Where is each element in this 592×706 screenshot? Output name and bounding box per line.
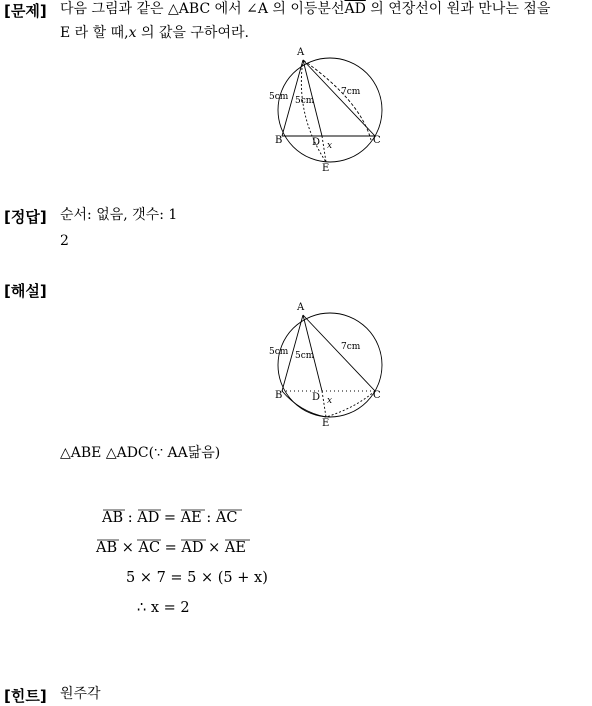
equation-3: 5 × 7 = 5 × (5 + x): [126, 570, 268, 586]
solution-label-c: C: [373, 390, 381, 401]
hint-tag: [힌트]: [4, 687, 47, 705]
problem-line-2: E 라 할 때,𝑥 의 값을 구하여라.: [60, 25, 249, 41]
problem-tag: [문제]: [4, 2, 47, 20]
label-ac-length: 7cm: [341, 87, 361, 97]
solution-label-a: A: [297, 302, 305, 313]
problem-text-post: 의 연장선이 원과 만나는 점을: [365, 1, 551, 17]
label-ad-length: 5cm: [295, 96, 315, 106]
solution-label-e: E: [322, 418, 330, 429]
equation-4: ∴ x = 2: [137, 600, 190, 616]
label-e: E: [322, 163, 330, 174]
solution-label-ab-length: 5cm: [269, 347, 289, 357]
answer-tag: [정답]: [4, 208, 47, 226]
label-c: C: [373, 135, 381, 146]
hint-text: 원주각: [60, 686, 101, 702]
equation-2: AB × AC = AD × AE: [96, 540, 246, 556]
problem-segment-ad: $\overline{AD}$: [344, 1, 366, 17]
label-x: x: [327, 141, 333, 151]
label-ab-length: 5cm: [269, 92, 289, 102]
solution-label-d: D: [312, 392, 321, 403]
equation-1: AB : AD = AE : AC: [102, 510, 238, 526]
solution-tag: [해설]: [4, 282, 47, 300]
solution-label-x: x: [327, 396, 333, 406]
answer-line-2: 2: [60, 233, 69, 249]
label-d: D: [312, 137, 321, 148]
similarity-statement: △ABE △ADC(∵ AA닮음): [60, 445, 221, 461]
problem-text-pre: 다음 그림과 같은 △ABC 에서 ∠A 의 이등분선: [60, 1, 345, 17]
solution-label-b: B: [275, 390, 283, 401]
solution-label-ac-length: 7cm: [341, 342, 361, 352]
answer-line-1: 순서: 없음, 갯수: 1: [60, 207, 178, 223]
label-b: B: [275, 135, 283, 146]
solution-label-ad-length: 5cm: [295, 351, 315, 361]
label-a: A: [297, 47, 305, 58]
